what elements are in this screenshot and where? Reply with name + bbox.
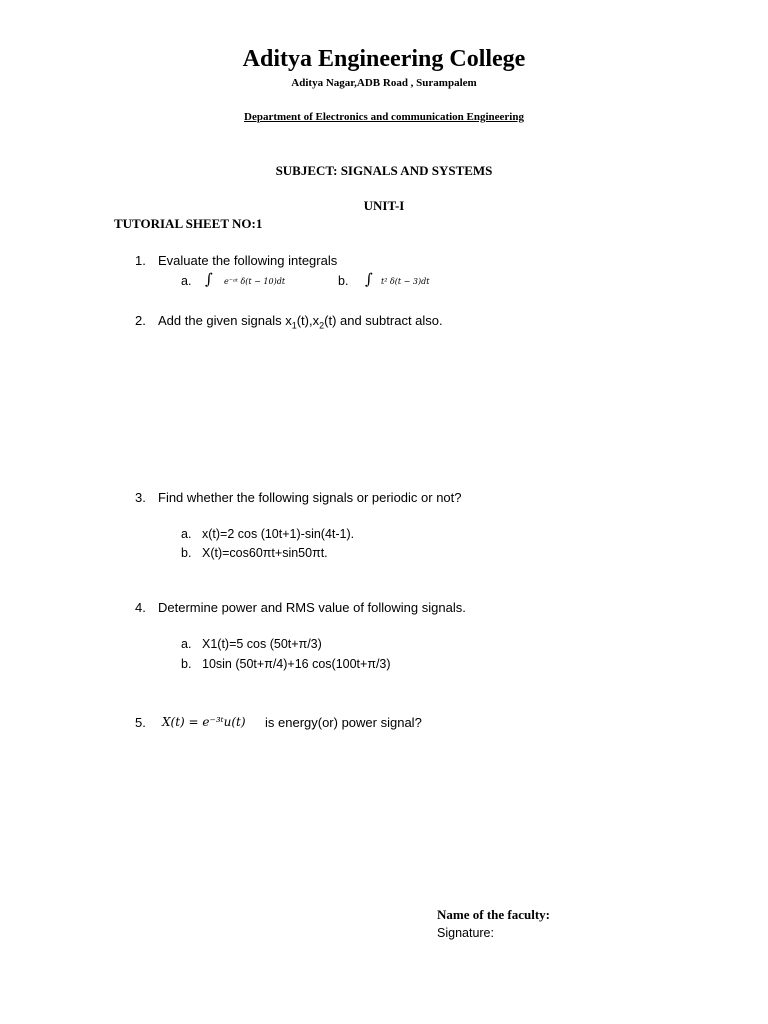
question-text: Add the given signals $x_1(t),x_2(t)$ and subtract also.	[158, 313, 443, 331]
question-text: Evaluate the following integrals	[158, 253, 338, 268]
tutorial-sheet-title: TUTORIAL SHEET NO:1	[114, 216, 263, 231]
signal-expression: X(t) = e⁻³ᵗu(t)	[162, 715, 246, 729]
signature-label: Signature:	[437, 926, 494, 940]
part-text: X1(t)=5 cos (50t+π/3)	[202, 637, 322, 651]
college-address: Aditya Nagar,ADB Road , Surampalem	[291, 77, 477, 89]
question-text: Find whether the following signals or periodic or not?	[158, 490, 462, 505]
integral-expression: t² δ(t − 3)dt	[381, 277, 430, 286]
part-text: X(t)=cos60πt+sin50πt.	[202, 546, 328, 560]
question-number: 1.	[135, 253, 146, 268]
question-number: 2.	[135, 313, 146, 328]
question-text: Determine power and RMS value of following signals.	[158, 600, 466, 615]
part-label: a.	[181, 274, 192, 288]
part-label: b.	[181, 546, 192, 560]
integral-symbol: ∫	[365, 270, 373, 288]
part-label: a.	[181, 527, 192, 541]
faculty-name-label: Name of the faculty:	[437, 907, 550, 922]
part-label: b.	[181, 657, 192, 671]
unit-title: UNIT-I	[363, 198, 405, 213]
subject-title: SUBJECT: SIGNALS AND SYSTEMS	[275, 163, 493, 178]
part-text: 10sin (50t+π/4)+16 cos(100t+π/3)	[202, 657, 391, 671]
part-label: a.	[181, 637, 192, 651]
question-number: 4.	[135, 600, 146, 615]
part-label: b.	[338, 274, 349, 288]
college-name: Aditya Engineering College	[242, 46, 526, 72]
integral-expression: e⁻ᵃᵗ δ(t − 10)dt	[224, 277, 286, 286]
department-name: Department of Electronics and communication Engineering	[244, 111, 524, 123]
question-number: 3.	[135, 490, 146, 505]
part-text: x(t)=2 cos (10t+1)-sin(4t-1).	[202, 527, 355, 541]
question-number: 5.	[135, 715, 146, 730]
question-text: is energy(or) power signal?	[265, 715, 422, 730]
integral-symbol: ∫	[205, 270, 213, 288]
